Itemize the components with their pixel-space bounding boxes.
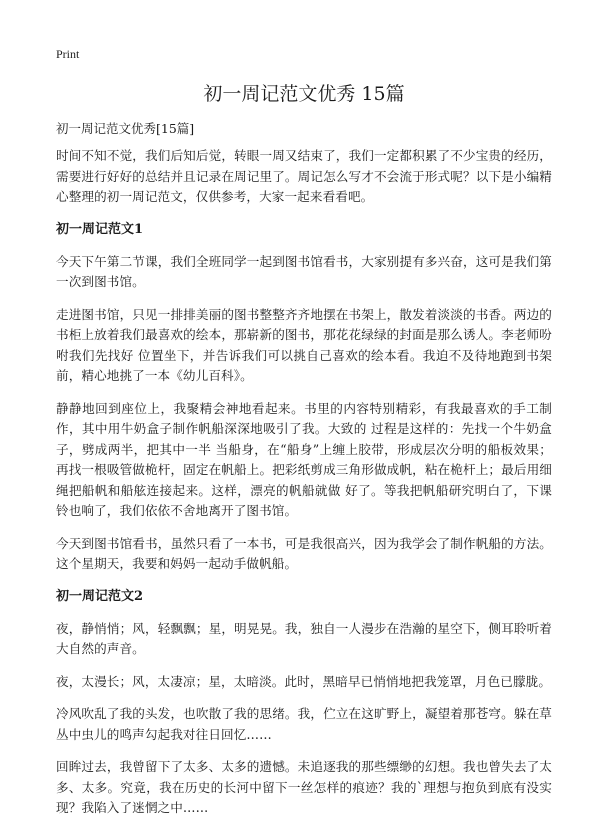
- section-1-paragraph-1: 今天下午第二节课，我们全班同学一起到图书馆看书，大家别提有多兴奋，这可是我们第一次到图书馆。: [56, 253, 552, 289]
- intro-paragraph: 时间不知不觉，我们后知后觉，转眼一周又结束了，我们一定都积累了不少宝贵的经历，需要进行好好的总结并且记录在周记里了。周记怎么写才不会流于形式呢？以下是小编精心整理的初一周记范文，仅供参考，大家一起来看看吧。: [56, 148, 552, 204]
- section-2-paragraph-2: 夜，太漫长；风，太凄凉；星，太暗淡。此时，黑暗早已悄悄地把我笼罩，月色已朦胧。: [56, 673, 552, 689]
- print-link[interactable]: Print: [56, 47, 80, 61]
- section-1-paragraph-4: 今天到图书馆看书，虽然只看了一本书，可是我很高兴，因为我学会了制作帆船的方法。这个星期天，我要和妈妈一起动手做帆船。: [56, 535, 552, 571]
- section-1-paragraph-2: 走进图书馆，只见一排排美丽的图书整整齐齐地摆在书架上，散发着淡淡的书香。两边的书柜上放着我们最喜欢的绘本，那崭新的图书，那花花绿绿的封面是那么诱人。李老师吩咐我们先找好 位置坐下，并告诉我们可以挑自己喜欢的绘本看。我迫不及待地跑到书架前，精心地挑了一本《幼儿百科》。: [56, 306, 552, 383]
- section-heading-2: 初一周记范文2: [56, 588, 144, 604]
- section-2-paragraph-3: 冷风吹乱了我的头发，也吹散了我的思绪。我，伫立在这旷野上，凝望着那苍穹。躲在草丛中虫儿的鸣声勾起我对往日回忆……: [56, 706, 552, 742]
- document-title: 初一周记范文优秀 15篇: [203, 83, 405, 105]
- section-heading-1: 初一周记范文1: [56, 221, 144, 237]
- document-subtitle: 初一周记范文优秀[15篇]: [56, 121, 195, 136]
- section-2-paragraph-4: 回眸过去，我曾留下了太多、太多的遗憾。未追逐我的那些缥缈的幻想。我也曾失去了太多、太多。究竟，我在历史的长河中留下一丝怎样的痕迹？我的`理想与抱负到底有没实现？我陷入了迷惘之中……: [56, 759, 552, 815]
- document-body: [56, 146, 552, 831]
- section-2-paragraph-1: 夜，静悄悄；风，轻飘飘；星，明晃晃。我，独自一人漫步在浩瀚的星空下，侧耳聆听着大自然的声音。: [56, 620, 552, 656]
- section-1-paragraph-3: 静静地回到座位上，我聚精会神地看起来。书里的内容特别精彩，有我最喜欢的手工制作，其中用牛奶盒子制作帆船深深地吸引了我。大致的 过程是这样的：先找一个牛奶盒子，劈成两半，把其中一半 当船身，在“船身”上缠上胶带，形成层次分明的船板效果；再找一根吸管做桅杆，固定在帆船上。把彩纸剪成三角形做成帆，粘在桅杆上；最后用细绳把船帆和船舷连接起来。这样，漂亮的帆船就做 好了。等我把帆船研究明白了，下课铃也响了，我们依依不舍地离开了图书馆。: [56, 400, 552, 518]
